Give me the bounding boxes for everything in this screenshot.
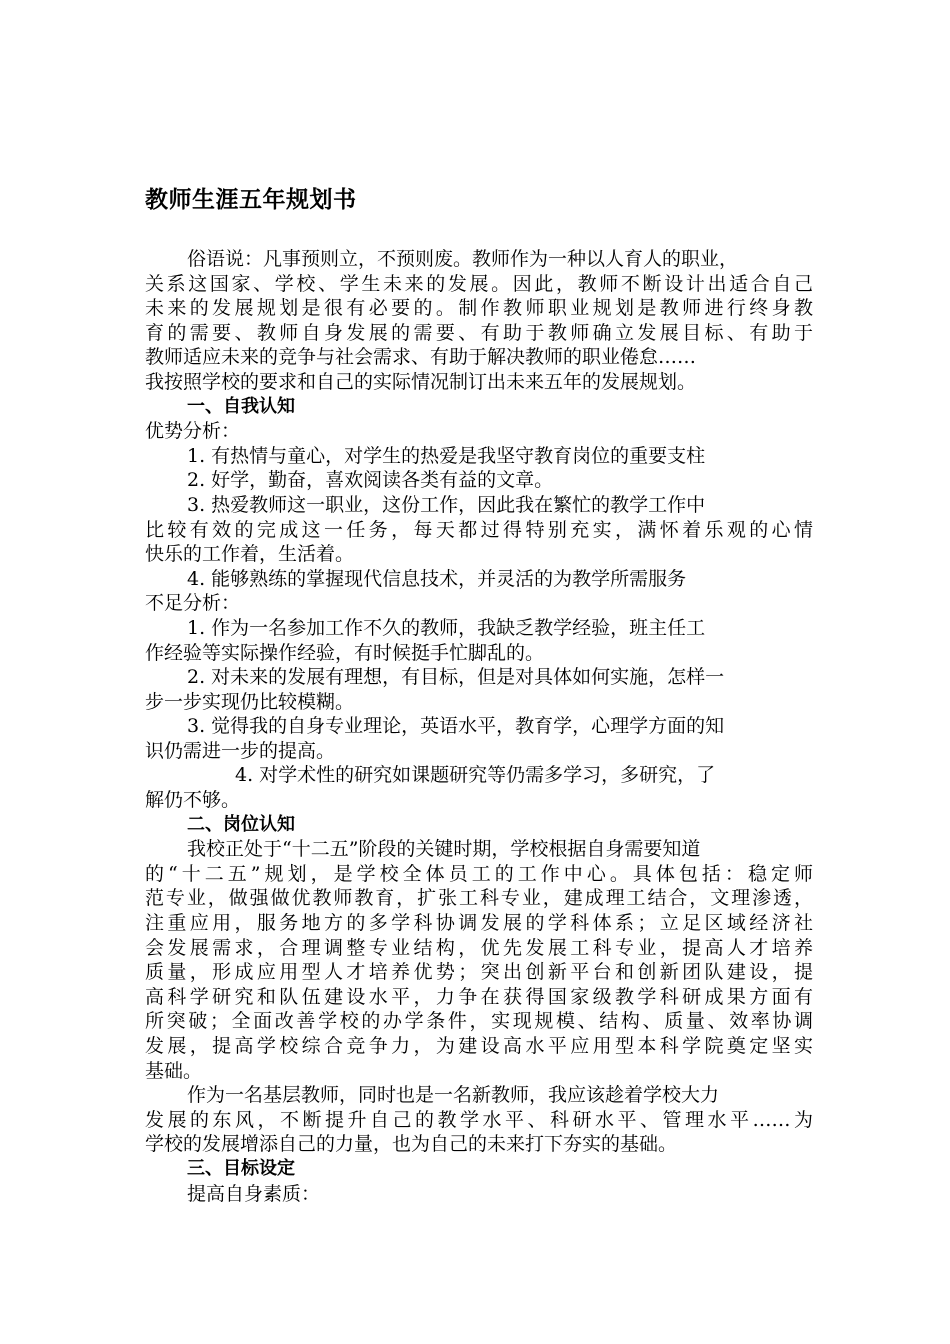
paragraph-line: 所突破；全面改善学校的办学条件，实现规模、结构、质量、效率协调	[145, 1010, 813, 1033]
paragraph-line: 范专业，做强做优教师教育，扩张工科专业，建成理工结合，文理渗透，	[145, 887, 813, 910]
list-item: 2. 对未来的发展有理想，有目标，但是对具体如何实施，怎样一	[187, 666, 725, 689]
list-item: 4. 能够熟练的掌握现代信息技术，并灵活的为教学所需服务	[187, 567, 687, 590]
subheading: 优势分析：	[145, 420, 241, 443]
paragraph-line: 育的需要、教师自身发展的需要、有助于教师确立发展目标、有助于	[145, 321, 813, 344]
subheading: 不足分析：	[145, 592, 241, 615]
paragraph-line: 识仍需进一步的提高。	[145, 739, 336, 762]
paragraph-line: 发展的东风，不断提升自己的教学水平、科研水平、管理水平……为	[145, 1108, 813, 1131]
paragraph-line: 学校的发展增添自己的力量，也为自己的未来打下夯实的基础。	[145, 1133, 678, 1156]
paragraph-line: 作为一名基层教师，同时也是一名新教师，我应该趁着学校大力	[187, 1084, 720, 1107]
paragraph-line: 快乐的工作着，生活着。	[145, 543, 355, 566]
paragraph-line: 俗语说：凡事预则立，不预则废。教师作为一种以人育人的职业，	[187, 248, 739, 270]
list-item: 1. 有热情与童心，对学生的热爱是我坚守教育岗位的重要支柱	[187, 444, 706, 467]
section-heading: 三、目标设定	[187, 1157, 295, 1179]
paragraph-line: 步一步实现仍比较模糊。	[145, 690, 355, 713]
subheading: 提高自身素质：	[187, 1182, 321, 1205]
section-heading: 一、自我认知	[187, 395, 295, 417]
document-title: 教师生涯五年规划书	[145, 187, 357, 213]
paragraph-line: 的“十二五”规划，是学校全体员工的工作中心。具体包括：稳定师	[145, 862, 813, 885]
paragraph-line: 教师适应未来的竞争与社会需求、有助于解决教师的职业倦怠……	[145, 346, 697, 369]
paragraph-line: 注重应用，服务地方的多学科协调发展的学科体系；立足区域经济社	[145, 912, 813, 935]
paragraph-line: 关系这国家、学校、学生未来的发展。因此，教师不断设计出适合自己	[145, 272, 813, 295]
paragraph-line: 质量，形成应用型人才培养优势；突出创新平台和创新团队建设，提	[145, 961, 813, 984]
paragraph-line: 会发展需求，合理调整专业结构，优先发展工科专业，提高人才培养	[145, 936, 813, 959]
paragraph-line: 基础。	[145, 1059, 203, 1082]
paragraph-line: 未来的发展规划是很有必要的。制作教师职业规划是教师进行终身教	[145, 297, 813, 320]
section-heading: 二、岗位认知	[187, 813, 295, 835]
document-body	[145, 247, 813, 1206]
list-item: 2. 好学，勤奋，喜欢阅读各类有益的文章。	[187, 469, 554, 492]
list-item: 1. 作为一名参加工作不久的教师，我缺乏教学经验，班主任工	[187, 616, 706, 639]
paragraph-line: 作经验等实际操作经验，有时候挺手忙脚乱的。	[145, 641, 545, 664]
paragraph-line: 比较有效的完成这一任务，每天都过得特别充实，满怀着乐观的心情	[145, 518, 813, 541]
paragraph-line: 我按照学校的要求和自己的实际情况制订出未来五年的发展规划。	[145, 370, 697, 393]
paragraph-line: 我校正处于“十二五”阶段的关键时期，学校根据自身需要知道	[187, 838, 701, 861]
paragraph-line: 发展，提高学校综合竞争力，为建设高水平应用型本科学院奠定坚实	[145, 1035, 813, 1057]
paragraph-line: 解仍不够。	[145, 789, 241, 812]
list-item: 4. 对学术性的研究如课题研究等仍需多学习，多研究，了	[235, 764, 716, 787]
paragraph-line: 高科学研究和队伍建设水平，力争在获得国家级教学科研成果方面有	[145, 985, 813, 1008]
list-item: 3. 觉得我的自身专业理论，英语水平，教育学，心理学方面的知	[187, 715, 725, 738]
list-item: 3. 热爱教师这一职业，这份工作，因此我在繁忙的教学工作中	[187, 493, 706, 516]
